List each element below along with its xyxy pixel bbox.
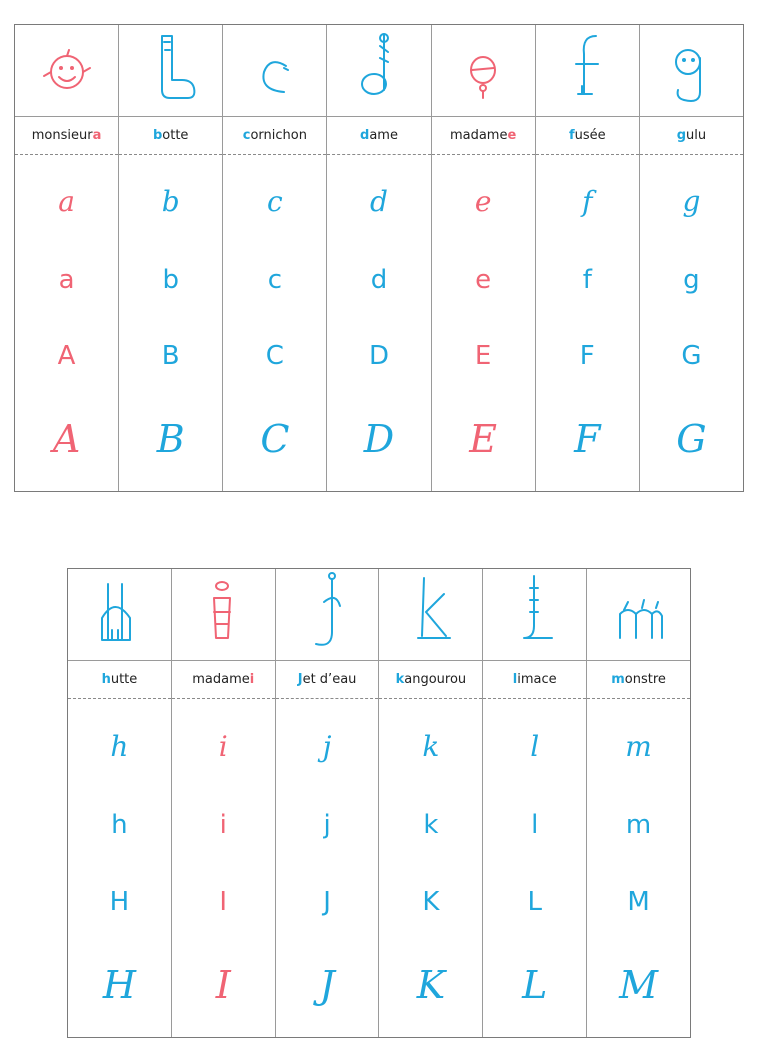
- letter-forms: [15, 155, 118, 491]
- cursive-lowercase: a: [58, 185, 75, 219]
- illustration-cell: [276, 569, 379, 661]
- reference-word: [327, 117, 430, 155]
- word-highlight-letter: i: [249, 672, 255, 687]
- print-lowercase: b: [162, 264, 179, 295]
- word-prefix: madame: [192, 672, 250, 687]
- print-uppercase: J: [323, 886, 331, 917]
- print-lowercase: l: [531, 809, 539, 840]
- cursive-uppercase: K: [416, 962, 446, 1007]
- cursive-uppercase: B: [156, 416, 185, 461]
- illustration-cell: [483, 569, 586, 661]
- cursive-uppercase: H: [102, 962, 136, 1007]
- reference-word: [119, 117, 222, 155]
- letter-forms: [68, 699, 171, 1037]
- illustration-cell: [640, 25, 743, 117]
- cursive-lowercase: m: [625, 729, 652, 763]
- print-uppercase: L: [527, 886, 542, 917]
- print-uppercase: M: [627, 886, 650, 917]
- cursive-uppercase: G: [676, 416, 707, 461]
- word-prefix: madame: [449, 128, 508, 143]
- letter-column-h: [68, 569, 171, 1037]
- print-uppercase: H: [109, 886, 130, 917]
- cursive-lowercase: k: [422, 729, 440, 763]
- cursive-lowercase: c: [267, 185, 283, 219]
- reference-word: [587, 661, 690, 699]
- hutte-icon: [84, 572, 154, 658]
- cursive-uppercase: I: [215, 962, 231, 1007]
- cursive-lowercase: l: [530, 729, 540, 763]
- word-suffix: ornichon: [250, 128, 307, 143]
- reference-word: [223, 117, 326, 155]
- alphabet-table-a-to-g: [14, 24, 744, 492]
- letter-forms: [276, 699, 379, 1037]
- illustration-cell: [119, 25, 222, 117]
- monsieur-a-icon: [32, 28, 102, 114]
- illustration-cell: [327, 25, 430, 117]
- illustration-cell: [223, 25, 326, 117]
- print-lowercase: e: [475, 264, 492, 295]
- cursive-lowercase: g: [682, 185, 701, 219]
- fusee-icon: [552, 28, 622, 114]
- reference-word: [432, 117, 535, 155]
- print-lowercase: f: [582, 264, 592, 295]
- letter-column-f: [535, 25, 639, 491]
- word-highlight-letter: m: [611, 672, 625, 687]
- letter-forms: [172, 699, 275, 1037]
- print-lowercase: d: [370, 264, 388, 295]
- word-suffix: imace: [517, 672, 557, 687]
- letter-forms: [536, 155, 639, 491]
- illustration-cell: [15, 25, 118, 117]
- monstre-icon: [604, 572, 674, 658]
- botte-icon: [136, 28, 206, 114]
- word-highlight-letter: h: [101, 672, 111, 687]
- print-uppercase: I: [219, 886, 228, 917]
- word-highlight-letter: k: [395, 672, 405, 687]
- print-uppercase: E: [474, 341, 492, 372]
- cursive-lowercase: b: [161, 185, 180, 219]
- letter-column-d: [326, 25, 430, 491]
- reference-word: [536, 117, 639, 155]
- limace-icon: [500, 572, 570, 658]
- print-uppercase: D: [368, 341, 389, 372]
- reference-word: [172, 661, 275, 699]
- print-uppercase: B: [161, 341, 180, 372]
- kangourou-icon: [396, 572, 466, 658]
- print-uppercase: F: [579, 341, 595, 372]
- letter-forms: [327, 155, 430, 491]
- print-lowercase: k: [423, 809, 439, 840]
- cursive-lowercase: e: [474, 185, 492, 219]
- letter-forms: [640, 155, 743, 491]
- cursive-uppercase: L: [522, 962, 548, 1007]
- letter-forms: [119, 155, 222, 491]
- dame-icon: [344, 28, 414, 114]
- word-suffix: ulu: [686, 128, 707, 143]
- cursive-lowercase: j: [322, 729, 332, 763]
- reference-word: [68, 661, 171, 699]
- word-suffix: usée: [574, 128, 606, 143]
- print-lowercase: m: [625, 809, 652, 840]
- word-suffix: onstre: [624, 672, 666, 687]
- print-lowercase: j: [323, 809, 331, 840]
- cursive-uppercase: F: [574, 416, 601, 461]
- illustration-cell: [432, 25, 535, 117]
- cursive-lowercase: i: [218, 729, 228, 763]
- word-suffix: utte: [110, 672, 138, 687]
- word-prefix: monsieur: [31, 128, 93, 143]
- illustration-cell: [587, 569, 690, 661]
- word-suffix: otte: [162, 128, 189, 143]
- word-highlight-letter: c: [242, 128, 251, 143]
- madame-e-icon: [448, 28, 518, 114]
- word-highlight-letter: b: [152, 128, 163, 143]
- print-lowercase: g: [683, 264, 700, 295]
- word-highlight-letter: g: [676, 128, 687, 143]
- letter-forms: [223, 155, 326, 491]
- cursive-lowercase: f: [582, 185, 593, 219]
- letter-forms: [432, 155, 535, 491]
- jet-deau-icon: [292, 572, 362, 658]
- word-highlight-letter: l: [512, 672, 518, 687]
- letter-column-j: [275, 569, 379, 1037]
- word-highlight-letter: d: [360, 128, 370, 143]
- cursive-lowercase: h: [110, 729, 129, 763]
- print-lowercase: i: [219, 809, 227, 840]
- print-uppercase: A: [57, 341, 76, 372]
- letter-forms: [483, 699, 586, 1037]
- letter-column-b: [118, 25, 222, 491]
- letter-forms: [587, 699, 690, 1037]
- letter-forms: [379, 699, 482, 1037]
- print-lowercase: c: [267, 264, 282, 295]
- print-uppercase: K: [422, 886, 440, 917]
- reference-word: [15, 117, 118, 155]
- cursive-uppercase: E: [469, 416, 497, 461]
- letter-column-m: [586, 569, 690, 1037]
- illustration-cell: [68, 569, 171, 661]
- letter-column-k: [378, 569, 482, 1037]
- letter-column-e: [431, 25, 535, 491]
- cursive-uppercase: A: [52, 416, 81, 461]
- illustration-cell: [172, 569, 275, 661]
- madame-i-icon: [188, 572, 258, 658]
- letter-column-i: [171, 569, 275, 1037]
- illustration-cell: [536, 25, 639, 117]
- word-highlight-letter: a: [92, 128, 102, 143]
- cursive-uppercase: J: [319, 962, 335, 1007]
- illustration-cell: [379, 569, 482, 661]
- word-suffix: angourou: [404, 672, 467, 687]
- reference-word: [483, 661, 586, 699]
- word-highlight-letter: J: [297, 672, 303, 687]
- cursive-lowercase: d: [370, 185, 388, 219]
- cornichon-icon: [240, 28, 310, 114]
- alphabet-table-h-to-m: [67, 568, 691, 1038]
- cursive-uppercase: D: [363, 416, 395, 461]
- print-uppercase: G: [681, 341, 702, 372]
- cursive-uppercase: C: [260, 416, 290, 461]
- word-highlight-letter: f: [568, 128, 575, 143]
- reference-word: [276, 661, 379, 699]
- cursive-uppercase: M: [619, 962, 659, 1007]
- print-lowercase: a: [58, 264, 75, 295]
- letter-column-a: [15, 25, 118, 491]
- letter-column-g: [639, 25, 743, 491]
- gulu-icon: [656, 28, 726, 114]
- word-suffix: et d’eau: [302, 672, 357, 687]
- letter-column-l: [482, 569, 586, 1037]
- reference-word: [379, 661, 482, 699]
- print-uppercase: C: [265, 341, 284, 372]
- print-lowercase: h: [111, 809, 128, 840]
- letter-column-c: [222, 25, 326, 491]
- word-highlight-letter: e: [507, 128, 517, 143]
- reference-word: [640, 117, 743, 155]
- word-suffix: ame: [369, 128, 398, 143]
